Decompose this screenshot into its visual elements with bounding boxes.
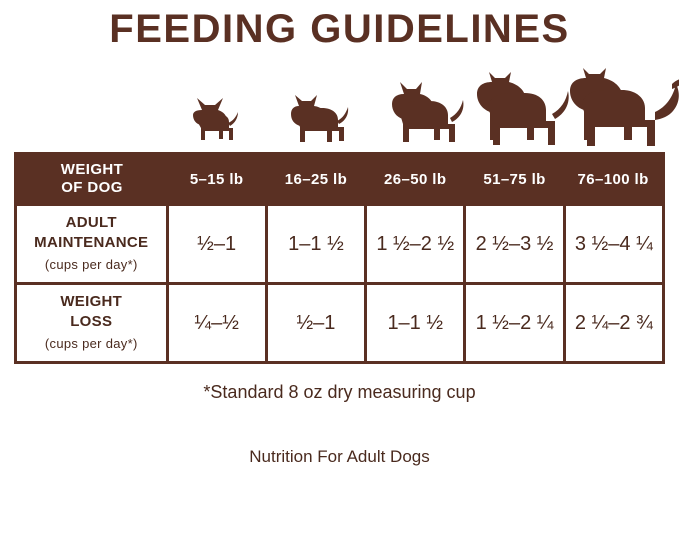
header-corner-line1: WEIGHT: [60, 161, 124, 178]
feeding-guidelines-table: [14, 152, 665, 364]
cell-adult-16-25: 1–1 ½: [266, 205, 365, 284]
tagline: Nutrition For Adult Dogs: [249, 447, 430, 466]
header-col-1: 5–15 lb: [167, 154, 266, 205]
row-label-line2: MAINTENANCE: [34, 234, 149, 251]
cell-adult-26-50: 1 ½–2 ½: [366, 205, 465, 284]
header-col-2: 16–25 lb: [266, 154, 365, 205]
dog-silhouette-strip: [14, 64, 665, 152]
header-corner-cell: [16, 154, 168, 205]
row-label-adult-maintenance: [16, 205, 168, 284]
dog-silhouette-terrier-icon: [269, 88, 379, 152]
header-col-3: 26–50 lb: [366, 154, 465, 205]
cell-loss-76-100: 2 ¼–2 ¾: [564, 284, 663, 363]
table-row: [16, 284, 664, 363]
cell-loss-51-75: 1 ½–2 ¼: [465, 284, 564, 363]
footnote: *Standard 8 oz dry measuring cup: [203, 382, 476, 402]
row-label-line2: LOSS: [70, 313, 113, 330]
dog-silhouette-setter-icon: [562, 66, 679, 152]
header-col-4: 51–75 lb: [465, 154, 564, 205]
cell-adult-51-75: 2 ½–3 ½: [465, 205, 564, 284]
cell-loss-5-15: ¼–½: [167, 284, 266, 363]
row-label-line1: ADULT: [65, 214, 117, 231]
dog-silhouette-chihuahua-icon: [164, 96, 260, 152]
row-label-sub: (cups per day*): [44, 257, 138, 272]
row-label-line1: WEIGHT: [60, 293, 123, 310]
page-title: FEEDING GUIDELINES: [109, 7, 570, 51]
header-col-5: 76–100 lb: [564, 154, 663, 205]
table-row: [16, 205, 664, 284]
header-corner-line2: OF DOG: [61, 179, 123, 196]
cell-adult-5-15: ½–1: [167, 205, 266, 284]
cell-adult-76-100: 3 ½–4 ¼: [564, 205, 663, 284]
cell-loss-26-50: 1–1 ½: [366, 284, 465, 363]
row-label-weight-loss: [16, 284, 168, 363]
table-header-row: [16, 154, 664, 205]
row-label-sub: (cups per day*): [44, 336, 138, 351]
cell-loss-16-25: ½–1: [266, 284, 365, 363]
